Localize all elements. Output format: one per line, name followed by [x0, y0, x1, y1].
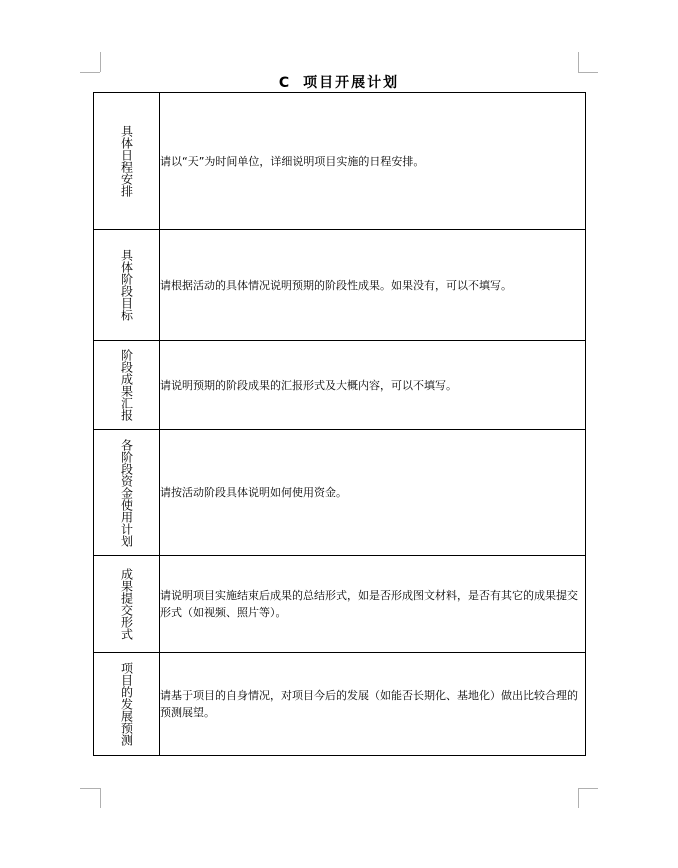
row-label-cell: [94, 230, 160, 341]
corner-mark-top-left: [100, 52, 101, 72]
row-label: 具体日程安排: [119, 125, 134, 197]
table-row: [94, 93, 586, 230]
table-row: [94, 430, 586, 556]
corner-mark-bottom-right: [578, 788, 579, 808]
row-description-cell[interactable]: [160, 230, 586, 341]
row-label-cell: [94, 556, 160, 653]
row-description: 请根据活动的具体情况说明预期的阶段性成果。如果没有，可以不填写。: [160, 278, 512, 292]
row-label-cell: [94, 430, 160, 556]
row-description-cell[interactable]: [160, 341, 586, 430]
row-description-cell[interactable]: [160, 653, 586, 756]
row-label-cell: [94, 341, 160, 430]
row-label: 具体阶段目标: [119, 249, 134, 321]
row-label-cell: [94, 653, 160, 756]
row-description: 请按活动阶段具体说明如何使用资金。: [160, 486, 347, 499]
row-label: 各阶段资金使用计划: [119, 438, 134, 547]
section-letter: C: [278, 75, 292, 91]
row-label: 成果提交形式: [119, 568, 134, 640]
corner-mark-top-right: [578, 52, 579, 72]
row-description: 请说明预期的阶段成果的汇报形式及大概内容，可以不填写。: [160, 378, 457, 392]
row-description: 请以“天”为时间单位，详细说明项目实施的日程安排。: [160, 154, 425, 168]
table-row: [94, 341, 586, 430]
corner-mark-bottom-left: [100, 788, 101, 808]
row-description-cell[interactable]: [160, 93, 586, 230]
corner-mark-bottom-left: [80, 788, 100, 789]
row-label: 项目的发展预测: [119, 662, 134, 746]
table-row: [94, 556, 586, 653]
page-title: [0, 72, 678, 92]
row-description: 请说明项目实施结束后成果的总结形式，如是否形成图文材料，是否有其它的成果提交形式（如视频、照片等）。: [160, 589, 578, 619]
row-label: 阶段成果汇报: [119, 349, 134, 421]
row-label-cell: [94, 93, 160, 230]
table-row: [94, 230, 586, 341]
row-description: 请基于项目的自身情况，对项目今后的发展（如能否长期化、基地化）做出比较合理的预测展望。: [160, 689, 578, 719]
section-title: 项目开展计划: [303, 75, 400, 91]
row-description-cell[interactable]: [160, 556, 586, 653]
corner-mark-bottom-right: [578, 788, 598, 789]
row-description-cell[interactable]: [160, 430, 586, 556]
table-row: [94, 653, 586, 756]
project-plan-table: [93, 92, 586, 756]
